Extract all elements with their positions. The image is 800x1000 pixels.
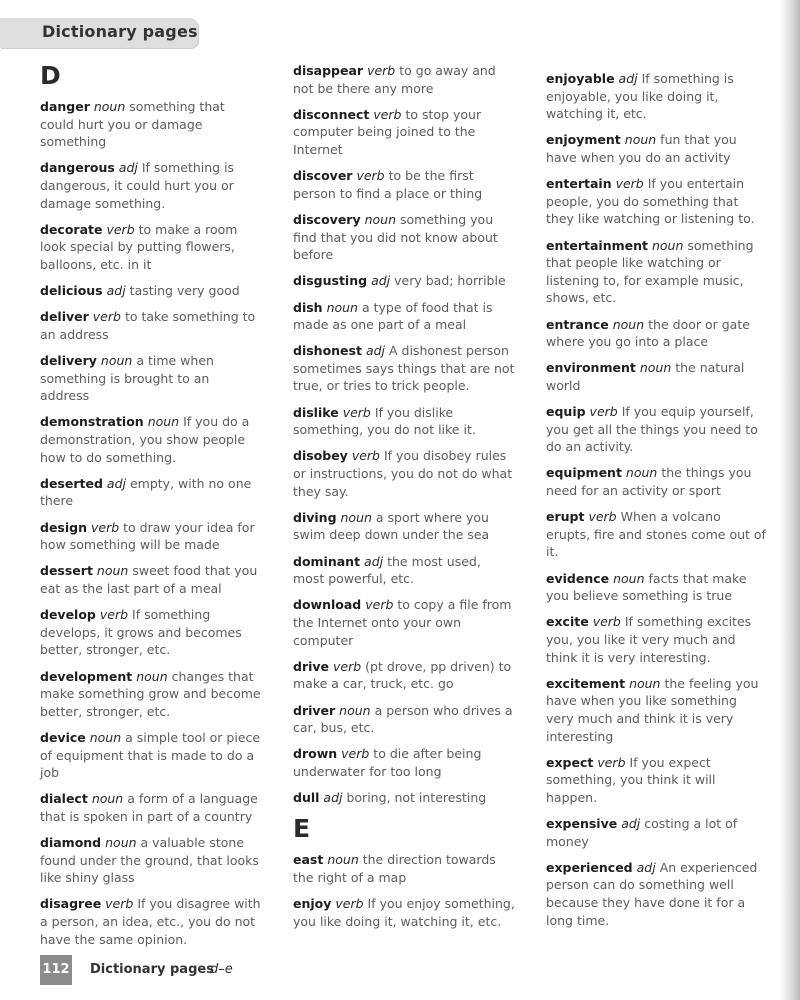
headword: disagree: [40, 896, 102, 912]
definition: (pt drove, pp driven) to make a car, truck, etc. go: [293, 658, 512, 692]
part-of-speech: adj: [364, 553, 384, 569]
definition: a sport where you swim deep down under the sea: [293, 509, 490, 543]
part-of-speech: noun: [89, 729, 122, 745]
column-3: [546, 62, 768, 938]
definition: the feeling you have when you like something very much and think it is very interesting: [546, 675, 759, 744]
headword: dislike: [293, 404, 339, 420]
definition: a type of food that is made as one part of a meal: [293, 299, 493, 333]
dictionary-entry: [546, 175, 768, 228]
footer-range: d–e: [210, 962, 233, 977]
dictionary-entry: [546, 754, 768, 807]
headword: dangerous: [40, 160, 115, 176]
definition: changes that make something grow and become better, stronger, etc.: [40, 668, 261, 719]
dictionary-entry: [293, 895, 515, 930]
headword: equipment: [546, 465, 622, 481]
definition: something that could hurt you or damage something: [40, 99, 225, 150]
part-of-speech: verb: [615, 176, 644, 192]
part-of-speech: verb: [367, 63, 396, 78]
definition: the door or gate where you go into a place: [546, 316, 750, 350]
headword: enjoyable: [546, 71, 615, 86]
headword: dishonest: [293, 343, 362, 359]
definition: If you enjoy something, you like doing it, watching it, etc.: [293, 896, 515, 929]
headword: discovery: [293, 211, 361, 227]
definition: to go away and not be there any more: [293, 63, 496, 96]
part-of-speech: adj: [636, 859, 656, 875]
part-of-speech: verb: [92, 309, 121, 325]
dictionary-entry: [40, 221, 262, 274]
part-of-speech: adj: [106, 475, 126, 491]
definition: empty, with no one there: [40, 475, 252, 509]
part-of-speech: verb: [99, 607, 129, 623]
part-of-speech: noun: [364, 211, 397, 227]
definition: to draw your idea for how something will be made: [40, 519, 255, 553]
dictionary-entry: [293, 62, 515, 97]
part-of-speech: adj: [371, 273, 391, 289]
dictionary-entry: [293, 553, 515, 588]
footer: [0, 955, 400, 985]
headword: drive: [293, 658, 330, 674]
part-of-speech: noun: [629, 675, 661, 691]
part-of-speech: verb: [588, 509, 617, 525]
dictionary-entry: [546, 859, 768, 929]
definition: the things you need for an activity or sport: [546, 465, 752, 499]
dictionary-entry: [293, 658, 515, 693]
definition: costing a lot of money: [546, 816, 738, 849]
headword: decorate: [40, 221, 103, 237]
part-of-speech: verb: [589, 404, 618, 420]
dictionary-entry: [40, 282, 262, 300]
part-of-speech: noun: [624, 132, 657, 148]
headword: deliver: [40, 309, 89, 325]
headword: delivery: [40, 353, 97, 369]
dictionary-entry: [40, 895, 262, 948]
dictionary-entry: [293, 272, 515, 290]
part-of-speech: verb: [90, 519, 120, 535]
dictionary-entry: [40, 668, 262, 721]
definition: a simple tool or piece of equipment that is made to do a job: [40, 729, 261, 781]
definition: If you entertain people, you do something that they like watching or listening to.: [546, 176, 755, 227]
definition: If something is dangerous, it could hurt you or damage something.: [40, 160, 235, 211]
dictionary-entry: [40, 352, 262, 405]
definition: If you equip yourself, you get all the things you need to do an activity.: [546, 404, 758, 455]
dictionary-entry: [546, 359, 768, 394]
headword: expensive: [546, 816, 618, 832]
definition: If you disagree with a person, an idea, etc., you do not have the same opinion.: [40, 896, 261, 947]
definition: very bad; horrible: [394, 273, 506, 289]
headword: develop: [40, 607, 96, 623]
part-of-speech: noun: [100, 353, 133, 369]
headword: erupt: [546, 509, 585, 525]
definition: the natural world: [546, 360, 745, 393]
definition: An experienced person can do something well because they have done it for a long time.: [546, 859, 758, 928]
dictionary-entry: [293, 509, 515, 544]
part-of-speech: verb: [365, 597, 394, 613]
part-of-speech: verb: [356, 168, 385, 184]
definition: A dishonest person sometimes says things that are not true, or tries to trick people.: [293, 343, 515, 394]
headword: entertain: [546, 176, 612, 192]
headword: diving: [293, 509, 337, 525]
definition: to copy a file from the Internet onto your own computer: [293, 597, 512, 648]
part-of-speech: adj: [323, 790, 343, 806]
dictionary-entry: [40, 159, 262, 212]
definition: fun that you have when you do an activity: [546, 132, 737, 165]
headword: disgusting: [293, 273, 368, 289]
part-of-speech: noun: [93, 99, 126, 114]
headword: enjoy: [293, 896, 332, 912]
dictionary-entry: [293, 167, 515, 202]
definition: boring, not interesting: [346, 790, 487, 806]
headword: excitement: [546, 675, 626, 691]
column-1: [40, 62, 262, 957]
definition: something you find that you did not know about before: [293, 211, 498, 263]
dictionary-entry: [546, 403, 768, 456]
dictionary-entry: [546, 237, 768, 307]
headword: driver: [293, 702, 336, 718]
definition: If you dislike something, you do not like it.: [293, 404, 476, 438]
part-of-speech: adj: [618, 71, 638, 86]
definition: If something is enjoyable, you like doing it, watching it, etc.: [546, 71, 734, 122]
dictionary-entry: [40, 308, 262, 343]
part-of-speech: noun: [625, 465, 658, 481]
definition: a form of a language that is spoken in part of a country: [40, 791, 258, 824]
dictionary-entry: [293, 851, 515, 886]
dictionary-entry: [40, 562, 262, 597]
definition: to make a room look special by putting flowers, balloons, etc. in it: [40, 221, 238, 272]
definition: something that people like watching or listening to, for example music, shows, etc.: [546, 237, 754, 306]
part-of-speech: adj: [118, 160, 138, 176]
dictionary-entry: [293, 299, 515, 334]
headword: device: [40, 729, 86, 745]
headword: development: [40, 668, 133, 684]
headword: dull: [293, 790, 320, 806]
headword: dominant: [293, 553, 361, 569]
dictionary-entry: [40, 98, 262, 151]
part-of-speech: noun: [612, 316, 645, 332]
headword: delicious: [40, 283, 103, 299]
definition: If you do a demonstration, you show people how to do something.: [40, 414, 250, 465]
headword: entrance: [546, 316, 609, 332]
part-of-speech: verb: [592, 614, 621, 630]
definition: a valuable stone found under the ground, that looks like shiny glass: [40, 835, 259, 886]
definition: If you expect something, you think it will happen.: [546, 754, 716, 805]
definition: If something develops, it grows and becomes better, stronger, etc.: [40, 607, 242, 658]
part-of-speech: verb: [341, 746, 370, 762]
definition: If something excites you, you like it very much and think it is very interesting.: [546, 614, 752, 665]
headword: discover: [293, 168, 353, 184]
dictionary-entry: [293, 106, 515, 159]
dictionary-entry: [546, 613, 768, 666]
section-letter: D: [40, 61, 61, 90]
part-of-speech: verb: [342, 404, 371, 420]
part-of-speech: noun: [639, 360, 672, 376]
definition: to die after being underwater for too long: [293, 746, 482, 779]
headword: demonstration: [40, 414, 144, 430]
dictionary-entry: [293, 702, 515, 737]
headword: dialect: [40, 791, 88, 807]
definition: facts that make you believe something is true: [546, 570, 747, 604]
headword: diamond: [40, 835, 102, 851]
dictionary-entry: [40, 790, 262, 825]
dictionary-entry: [546, 815, 768, 850]
header-tab: [0, 18, 198, 48]
part-of-speech: adj: [106, 283, 126, 299]
part-of-speech: verb: [333, 658, 362, 674]
headword: equip: [546, 404, 586, 420]
definition: to take something to an address: [40, 309, 256, 342]
headword: download: [293, 597, 362, 613]
dictionary-entry: [546, 464, 768, 499]
dictionary-entry: [293, 342, 515, 395]
dictionary-entry: [293, 211, 515, 264]
dictionary-entry: [40, 519, 262, 554]
headword: east: [293, 852, 324, 868]
column-2: [293, 62, 515, 939]
definition: When a volcano erupts, fire and stones come out of it.: [546, 509, 766, 560]
dictionary-entry: [293, 404, 515, 439]
dictionary-entry: [546, 316, 768, 351]
headword: danger: [40, 99, 90, 114]
part-of-speech: adj: [365, 343, 386, 359]
dictionary-entry: [293, 789, 515, 807]
definition: the direction towards the right of a map: [293, 852, 496, 885]
part-of-speech: verb: [597, 754, 626, 770]
part-of-speech: noun: [651, 237, 684, 253]
dictionary-entry: [546, 70, 768, 123]
dictionary-entry: [40, 413, 262, 466]
definition: a person who drives a car, bus, etc.: [293, 702, 513, 736]
definition: sweet food that you eat as the last part of a meal: [40, 563, 258, 596]
dictionary-entry: [546, 675, 768, 745]
headword: deserted: [40, 475, 103, 491]
page-edge-shadow: [780, 0, 800, 1000]
headword: environment: [546, 360, 636, 376]
page-number: 112: [40, 955, 72, 985]
dictionary-entry: [546, 131, 768, 166]
dictionary-entry: [546, 570, 768, 605]
footer-title: Dictionary pages: [90, 962, 214, 977]
part-of-speech: noun: [91, 791, 124, 807]
dictionary-entry: [40, 475, 262, 510]
header-title: Dictionary pages: [42, 22, 198, 41]
part-of-speech: noun: [327, 852, 359, 868]
headword: enjoyment: [546, 132, 621, 148]
part-of-speech: noun: [96, 563, 129, 579]
headword: disobey: [293, 448, 348, 464]
headword: evidence: [546, 570, 610, 586]
headword: disappear: [293, 63, 364, 78]
part-of-speech: noun: [340, 509, 372, 525]
part-of-speech: verb: [106, 221, 135, 237]
headword: excite: [546, 614, 589, 630]
headword: dish: [293, 299, 323, 315]
headword: disconnect: [293, 106, 370, 122]
headword: design: [40, 519, 87, 535]
headword: expect: [546, 754, 594, 770]
dictionary-entry: [546, 508, 768, 561]
definition: to be the first person to find a place or thing: [293, 168, 483, 201]
dictionary-entry: [40, 606, 262, 659]
section-letter: E: [293, 814, 311, 844]
dictionary-entry: [293, 447, 515, 500]
part-of-speech: noun: [105, 835, 137, 851]
headword: drown: [293, 746, 338, 762]
part-of-speech: adj: [621, 816, 641, 832]
dictionary-entry: [293, 596, 515, 649]
part-of-speech: noun: [147, 414, 180, 430]
dictionary-entry: [293, 745, 515, 780]
definition: tasting very good: [129, 283, 240, 299]
definition: a time when something is brought to an address: [40, 353, 214, 404]
part-of-speech: verb: [105, 896, 134, 912]
headword: experienced: [546, 859, 633, 875]
dictionary-entry: [40, 834, 262, 887]
part-of-speech: noun: [339, 702, 371, 718]
dictionary-entry: [40, 729, 262, 782]
definition: If you disobey rules or instructions, you do not do what they say.: [293, 448, 513, 499]
definition: to stop your computer being joined to the Internet: [293, 106, 482, 157]
headword: dessert: [40, 563, 93, 579]
part-of-speech: noun: [136, 668, 168, 684]
part-of-speech: verb: [373, 106, 402, 122]
part-of-speech: noun: [326, 299, 358, 315]
headword: entertainment: [546, 237, 648, 253]
part-of-speech: noun: [613, 570, 645, 586]
part-of-speech: verb: [351, 448, 380, 464]
definition: the most used, most powerful, etc.: [293, 553, 481, 587]
part-of-speech: verb: [335, 896, 364, 912]
